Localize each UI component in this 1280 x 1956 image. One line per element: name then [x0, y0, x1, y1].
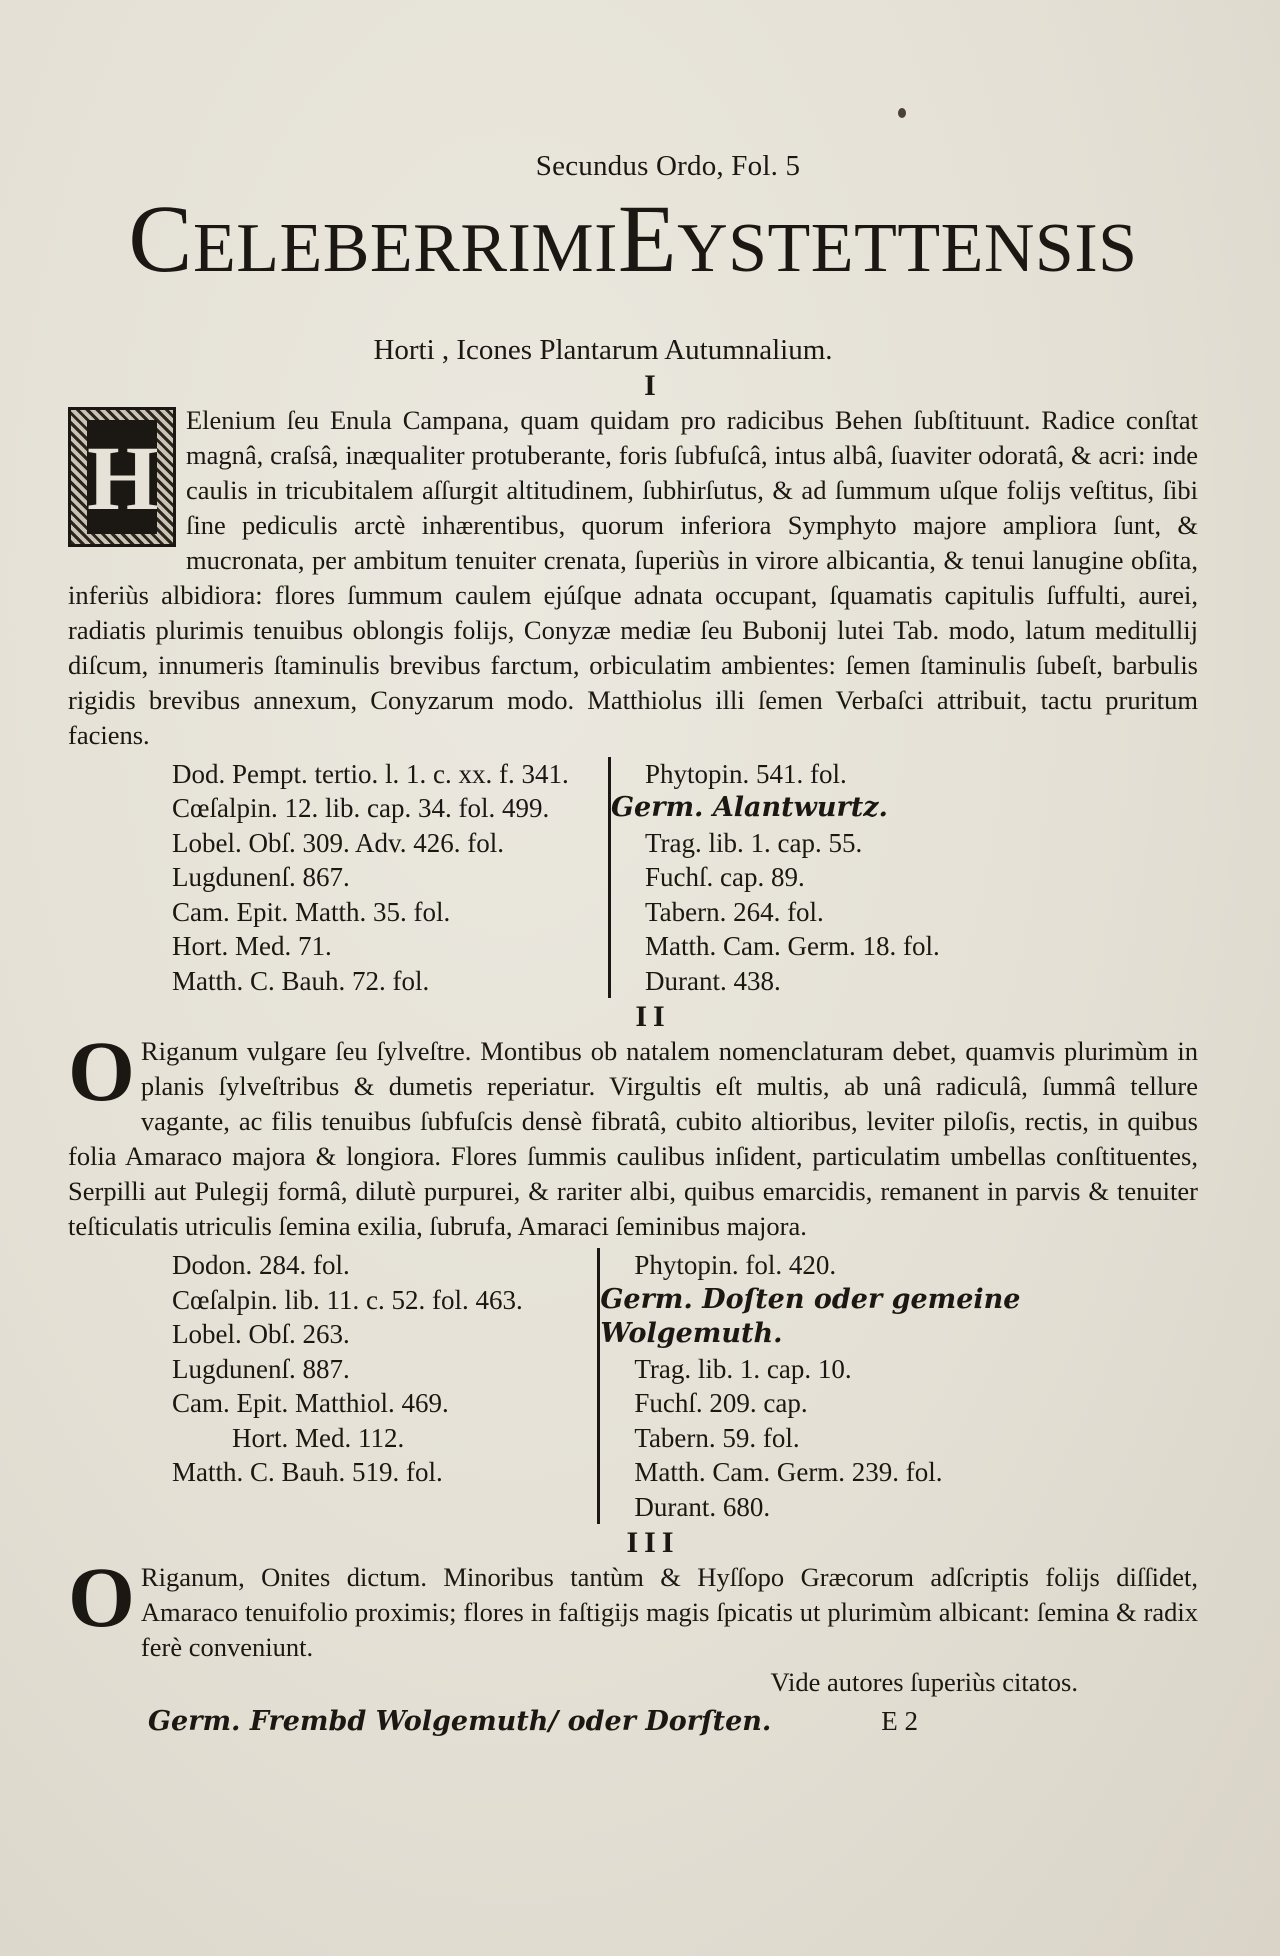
ref-item: Matth. Cam. Germ. 18. fol.: [645, 931, 940, 962]
title-cap-2: E: [617, 185, 678, 292]
ref-item: Phytopin. fol. 420.: [634, 1250, 837, 1281]
title-word-2: YSTETTENSIS: [677, 210, 1138, 287]
ref-item: Cam. Epit. Matthiol. 469.: [172, 1388, 449, 1419]
section-3-footer: [68, 1706, 1198, 1737]
german-name: Germ. Frembd Wolgemuth/ oder Dorſten.: [148, 1706, 772, 1738]
ref-item: Lobel. Obſ. 309. Adv. 426. fol.: [172, 827, 504, 858]
ref-item: Fuchſ. cap. 89.: [645, 862, 805, 893]
ref-item: Cam. Epit. Matth. 35. fol.: [172, 896, 451, 927]
ref-item: Trag. lib. 1. cap. 55.: [645, 827, 863, 858]
paragraph-2: Riganum vulgare ſeu ſylveſtre. Montibus ob natalem nomenclaturam debet, quamvis plurimùm in planis ſylveſtribus & dumetis reperiatur. Virgultis eſt multis, ab unâ radiculâ, ſummâ tellure vagante, ac filis tenuibus ſubfuſcis densè fibratâ, cubito altioribus, leviter piloſis, rectis, in quibus folia Amaraco majora & longiora. Flores ſummis caulibus inſident, particulatim umbellas conſtituentes, Serpilli aut Pulegij formâ, dilutè purpurei, & rariter albi, quibus emarcidis, remanent in parvis & tenuiter teſticulatis utriculis ſemina exilia, ſubrufa, Amaraci ſeminibus majora.: [68, 1036, 1198, 1242]
ref-item-german: Germ. Doſten oder gemeine Wolgemuth.: [600, 1283, 1021, 1350]
drop-capital: O: [68, 1023, 135, 1120]
ink-spot: [898, 108, 906, 118]
ornamental-initial: H: [68, 407, 176, 547]
ref-item: Phytopin. 541. fol.: [645, 758, 847, 789]
references-1: [68, 757, 1198, 999]
references-left-1: [68, 757, 608, 999]
ref-item: Lugdunenſ. 887.: [172, 1353, 350, 1384]
ref-item-german: Germ. Alantwurtz.: [611, 792, 888, 824]
paragraph-3-tail: [68, 1665, 1198, 1700]
section-text-2: [68, 1023, 1198, 1244]
ref-item: Cœſalpin. lib. 11. c. 52. fol. 463.: [172, 1284, 523, 1315]
ref-item: Lugdunenſ. 867.: [172, 862, 350, 893]
ref-item: Matth. C. Bauh. 72. fol.: [172, 965, 430, 996]
ref-item: Cœſalpin. 12. lib. cap. 34. fol. 499.: [172, 793, 550, 824]
section-numeral-1: I: [644, 368, 662, 402]
title-cap-1: C: [128, 185, 193, 292]
ref-item: Tabern. 59. fol.: [634, 1422, 800, 1453]
ref-item: Tabern. 264. fol.: [645, 896, 824, 927]
running-head: Secundus Ordo, Fol. 5: [535, 150, 801, 182]
see-authors-note: Vide autores ſuperiùs citatos.: [770, 1667, 1078, 1698]
section-text-1: [68, 403, 1198, 753]
references-2: [68, 1248, 1198, 1524]
section-text-3: [68, 1549, 1198, 1700]
ref-item: Lobel. Obſ. 263.: [172, 1319, 350, 1350]
ref-item: Durant. 680.: [634, 1491, 771, 1522]
ref-item: Matth. C. Bauh. 519. fol.: [172, 1457, 443, 1488]
ref-item: Fuchſ. 209. cap.: [634, 1388, 808, 1419]
section-numeral-3: III: [626, 1526, 680, 1560]
main-title: [68, 185, 1198, 292]
subtitle: Horti , Icones Plantarum Autumnalium.: [373, 333, 833, 366]
ref-item: Hort. Med. 71.: [172, 931, 332, 962]
content: [68, 150, 1198, 1737]
ref-item: Durant. 438.: [645, 965, 781, 996]
ref-item: Dodon. 284. fol.: [172, 1250, 350, 1281]
references-left-2: [68, 1248, 597, 1524]
signature-mark: E 2: [881, 1706, 919, 1737]
paragraph-1: Elenium ſeu Enula Campana, quam quidam pro radicibus Behen ſubſtituunt. Radice conſtat magnâ, craſsâ, inæqualiter protuberante, foris ſubfuſcâ, intus albâ, ſuaviter odoratâ, & acri: inde caulis in tricubitalem aſſurgit altitudinem, ſubhirſutus, & ad ſummum uſque folijs veſtitus, ſibi ſine pediculis arctè inhærentibus, quorum inferiora Symphyto majore ampliora ſunt, & mucronata, per ambitum tenuiter crenata, ſuperiùs in virore albicantia, & tenui lanugine obſita, inferiùs albidiora: flores ſummum caulem ejúſque adnata occupant, ſquamatis capitulis ſuffulti, aurei, radiatis plurimis tenuibus oblongis folijs, Conyzæ mediæ ſeu Bubonij lutei Tab. modo, latum meditullij diſcum, innumeris ſtaminulis brevibus farctum, orbiculatim ambientes: ſemen ſtaminulis ſubeſt, barbulis rigidis brevibus annexum, Conyzarum modo. Matthiolus illi ſemen Verbaſci attribuit, tactu pruritum faciens.: [68, 404, 1198, 750]
title-word-1: ELEBERRIMI: [192, 210, 618, 287]
ref-item: Matth. Cam. Germ. 239. fol.: [634, 1457, 943, 1488]
ref-item: Hort. Med. 112.: [232, 1422, 405, 1453]
drop-capital: O: [68, 1549, 135, 1646]
ref-item: Dod. Pempt. tertio. l. 1. c. xx. f. 341.: [172, 758, 569, 789]
paragraph-3: Riganum, Onites dictum. Minoribus tantùm & Hyſſopo Græcorum adſcriptis folijs diſſidet, Amaraco tenuifolio proximis; flores in faſtigijs magis ſpicatis ut plurimùm albicant: ſemina & radix ferè conveniunt.: [140, 1562, 1198, 1663]
ref-item: Trag. lib. 1. cap. 10.: [634, 1353, 852, 1384]
references-right-2: [600, 1248, 1198, 1524]
references-right-1: [611, 757, 940, 999]
section-numeral-2: II: [635, 1000, 671, 1034]
